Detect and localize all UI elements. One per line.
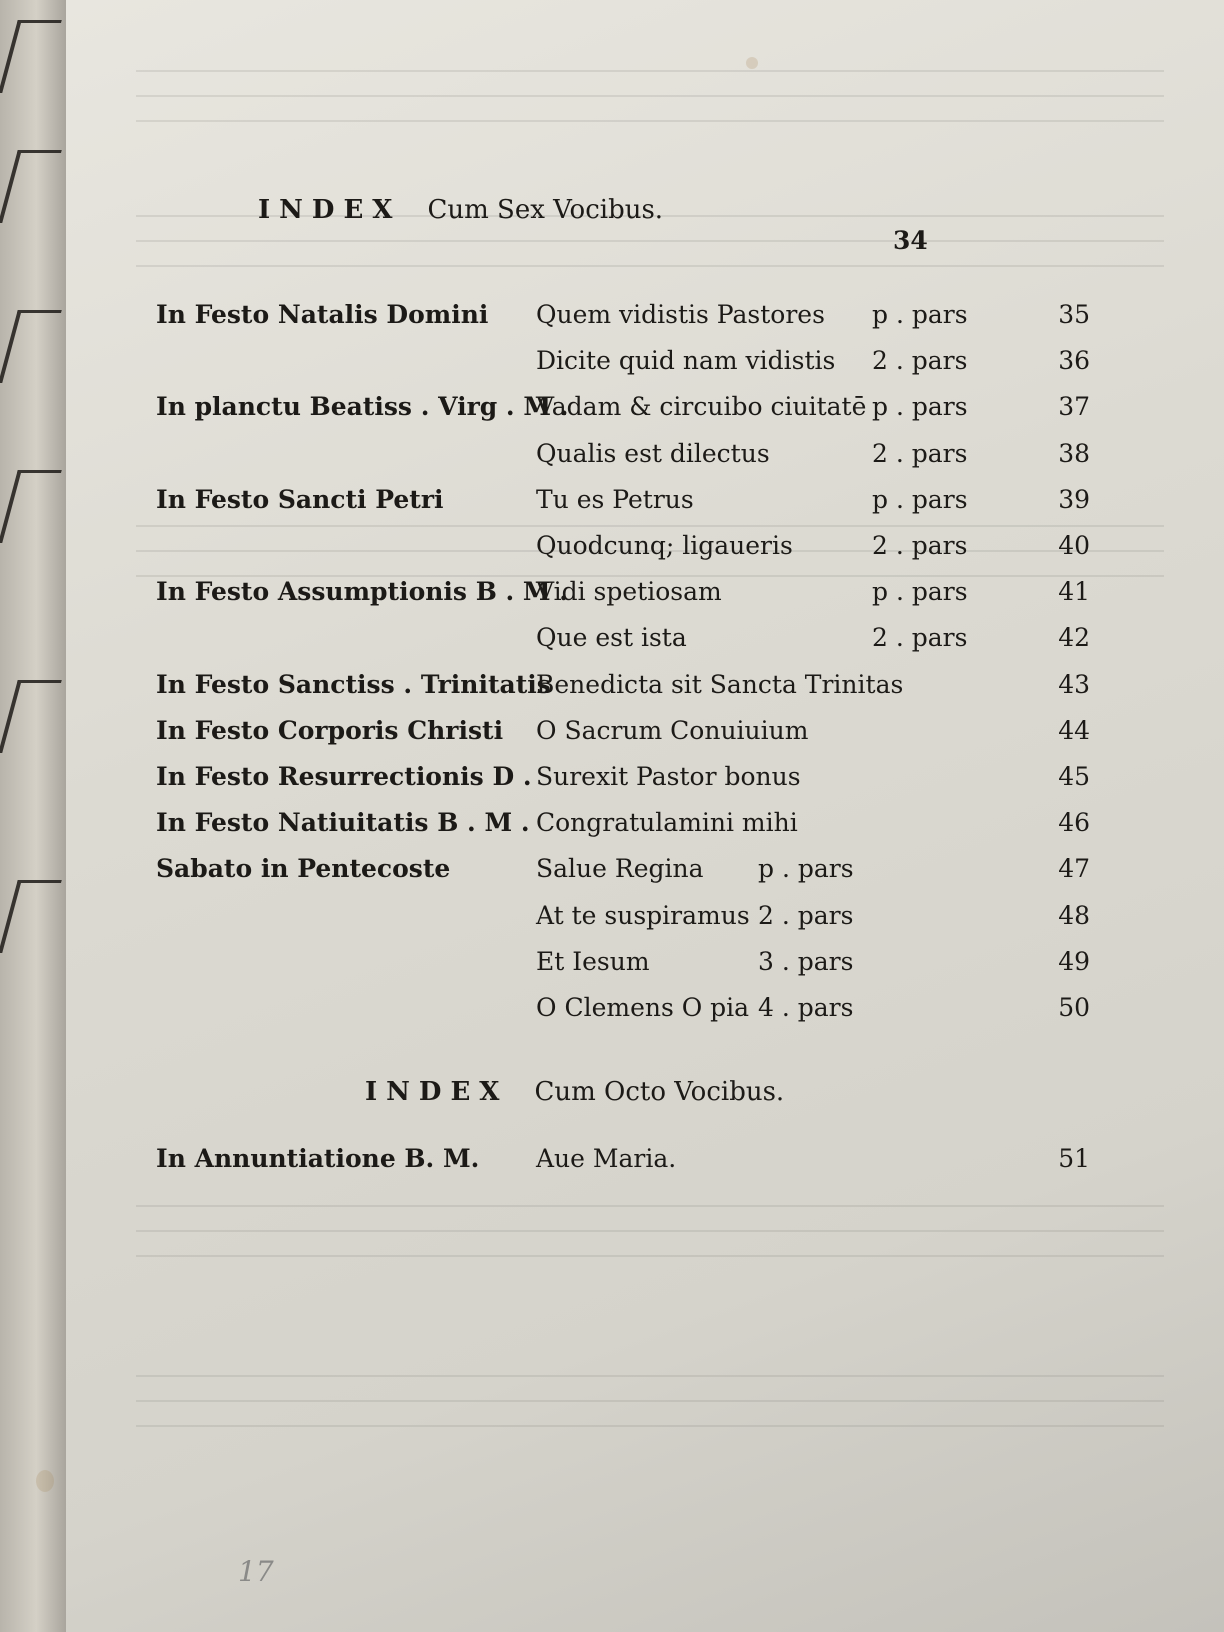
motet-title: Vadam & circuibo ciuitatē	[536, 392, 867, 422]
pars-label: 2 . pars	[872, 438, 968, 468]
pars-label: 2 . pars	[872, 531, 968, 560]
page-number: 45	[1058, 762, 1090, 791]
page-number: 51	[1058, 1144, 1090, 1173]
feast-name: In Festo Resurrectionis D .	[156, 762, 532, 791]
index-row	[0, 346, 1224, 386]
page-number: 38	[1058, 438, 1090, 468]
page-number: 44	[1058, 715, 1090, 745]
page-number: 46	[1058, 808, 1090, 838]
index-row	[0, 854, 1224, 894]
page-number: 35	[1058, 300, 1090, 329]
page-number: 42	[1058, 623, 1090, 653]
page-number: 43	[1058, 669, 1090, 699]
feast-name: In Festo Sanctiss . Trinitatis	[156, 669, 551, 699]
motet-title: Benedicta sit Sancta Trinitas	[536, 669, 904, 699]
pars-label: p . pars	[872, 484, 968, 514]
page-number: 49	[1058, 946, 1090, 976]
page-number: 39	[1058, 484, 1090, 514]
index-row	[0, 485, 1224, 525]
foxing-spot	[36, 1470, 54, 1492]
pencil-note: 17	[238, 1555, 274, 1588]
motet-title: Qualis est dilectus	[536, 438, 770, 468]
motet-title: Quem vidistis Pastores	[536, 300, 825, 329]
handwritten-notation	[0, 20, 62, 93]
index-row	[0, 901, 1224, 941]
motet-title: Que est ista	[536, 623, 687, 653]
motet-title: Tu es Petrus	[536, 484, 694, 514]
index-row	[0, 716, 1224, 756]
feast-name: In Festo Assumptionis B . M .	[156, 577, 569, 607]
pars-label: 2 . pars	[758, 900, 854, 930]
motet-title: O Sacrum Conuiuium	[536, 715, 809, 745]
feast-name: In Annuntiatione B. M.	[156, 1144, 480, 1173]
index-row	[0, 670, 1224, 710]
pars-label: p . pars	[872, 577, 968, 607]
motet-title: Et Iesum	[536, 946, 650, 976]
motet-title: O Clemens O pia	[536, 993, 750, 1022]
feast-name: In Festo Sancti Petri	[156, 484, 444, 514]
index-row	[0, 947, 1224, 987]
feast-name: In Festo Corporis Christi	[156, 715, 504, 745]
pars-label: p . pars	[872, 300, 968, 329]
pars-label: 2 . pars	[872, 623, 968, 653]
motet-title: Aue Maria.	[536, 1144, 677, 1173]
page-number: 47	[1058, 854, 1090, 884]
motet-title: Quodcunq; ligaueris	[536, 531, 793, 560]
page-number: 37	[1058, 392, 1090, 422]
index-label: INDEX	[365, 1077, 509, 1107]
page-number: 41	[1058, 577, 1090, 607]
index-heading-eight-voices	[365, 1077, 784, 1107]
folio-number: 34	[893, 226, 928, 255]
page-number: 40	[1058, 531, 1090, 560]
motet-title: Salue Regina	[536, 854, 704, 884]
index-row	[0, 1144, 1224, 1184]
index-row	[0, 392, 1224, 432]
index-row	[0, 531, 1224, 571]
pars-label: p . pars	[872, 392, 968, 422]
motet-title: Dicite quid nam vidistis	[536, 346, 836, 376]
index-subtitle: Cum Octo Vocibus.	[534, 1077, 785, 1107]
index-label: INDEX	[258, 195, 402, 225]
index-row	[0, 762, 1224, 802]
pars-label: 3 . pars	[758, 946, 854, 976]
feast-name: In Festo Natalis Domini	[156, 300, 489, 329]
index-row	[0, 808, 1224, 848]
page-number: 36	[1058, 346, 1090, 376]
motet-title: At te suspiramus	[536, 900, 750, 930]
foxing-spot	[746, 57, 758, 69]
pars-label: 2 . pars	[872, 346, 968, 376]
index-heading-six-voices	[258, 195, 663, 225]
feast-name: Sabato in Pentecoste	[156, 854, 451, 884]
handwritten-notation	[0, 150, 62, 223]
feast-name: In planctu Beatiss . Virg . M .	[156, 392, 569, 422]
index-row	[0, 577, 1224, 617]
index-row	[0, 300, 1224, 340]
index-subtitle: Cum Sex Vocibus.	[427, 195, 664, 225]
page-number: 50	[1058, 993, 1090, 1022]
index-row	[0, 993, 1224, 1033]
index-row	[0, 623, 1224, 663]
page-number: 48	[1058, 900, 1090, 930]
index-row	[0, 439, 1224, 479]
pars-label: p . pars	[758, 854, 854, 884]
pars-label: 4 . pars	[758, 993, 854, 1022]
motet-title: Congratulamini mihi	[536, 808, 798, 838]
motet-title: Vidi spetiosam	[536, 577, 722, 607]
motet-title: Surexit Pastor bonus	[536, 762, 801, 791]
feast-name: In Festo Natiuitatis B . M .	[156, 808, 530, 838]
